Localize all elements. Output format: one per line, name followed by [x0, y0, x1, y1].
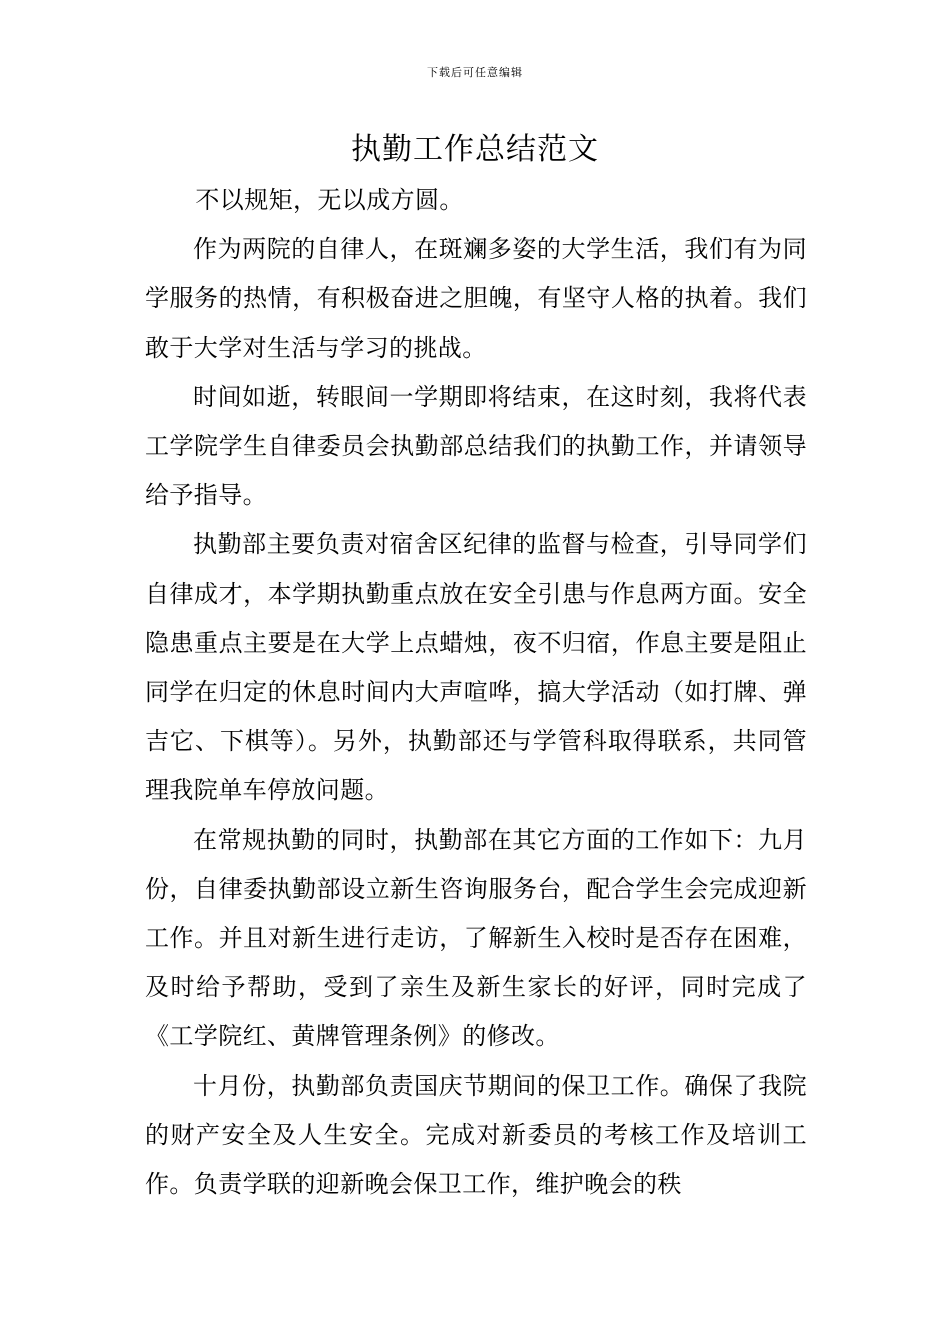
- paragraph: 时间如逝，转眼间一学期即将结束，在这时刻，我将代表工学院学生自律委员会执勤部总结我们的执勤工作，并请领导给予指导。: [145, 382, 807, 510]
- download-note: 下载后可任意编辑: [427, 66, 523, 79]
- document-body: [145, 176, 807, 1209]
- paragraph: 十月份，执勤部负责国庆节期间的保卫工作。确保了我院的财产安全及人生安全。完成对新委员的考核工作及培训工作。负责学联的迎新晚会保卫工作，维护晚会的秩: [145, 1071, 807, 1199]
- paragraph: 不以规矩，无以成方圆。: [195, 186, 464, 214]
- document-title: 执勤工作总结范文: [351, 132, 599, 167]
- paragraph: 执勤部主要负责对宿舍区纪律的监督与检查，引导同学们自律成才，本学期执勤重点放在安全引患与作息两方面。安全隐患重点主要是在大学上点蜡烛，夜不归宿，作息主要是阻止同学在归定的休息时间内大声喧哗，搞大学活动（如打牌、弹吉它、下棋等）。另外，执勤部还与学管科取得联系，共同管理我院单车停放问题。: [145, 530, 807, 805]
- paragraph: 在常规执勤的同时，执勤部在其它方面的工作如下：九月份，自律委执勤部设立新生咨询服务台，配合学生会完成迎新工作。并且对新生进行走访，了解新生入校时是否存在困难，及时给予帮助，受到了亲生及新生家长的好评，同时完成了《工学院红、黄牌管理条例》的修改。: [145, 825, 807, 1051]
- paragraph: 作为两院的自律人，在斑斓多姿的大学生活，我们有为同学服务的热情，有积极奋进之胆魄，有坚守人格的执着。我们敢于大学对生活与学习的挑战。: [145, 235, 807, 362]
